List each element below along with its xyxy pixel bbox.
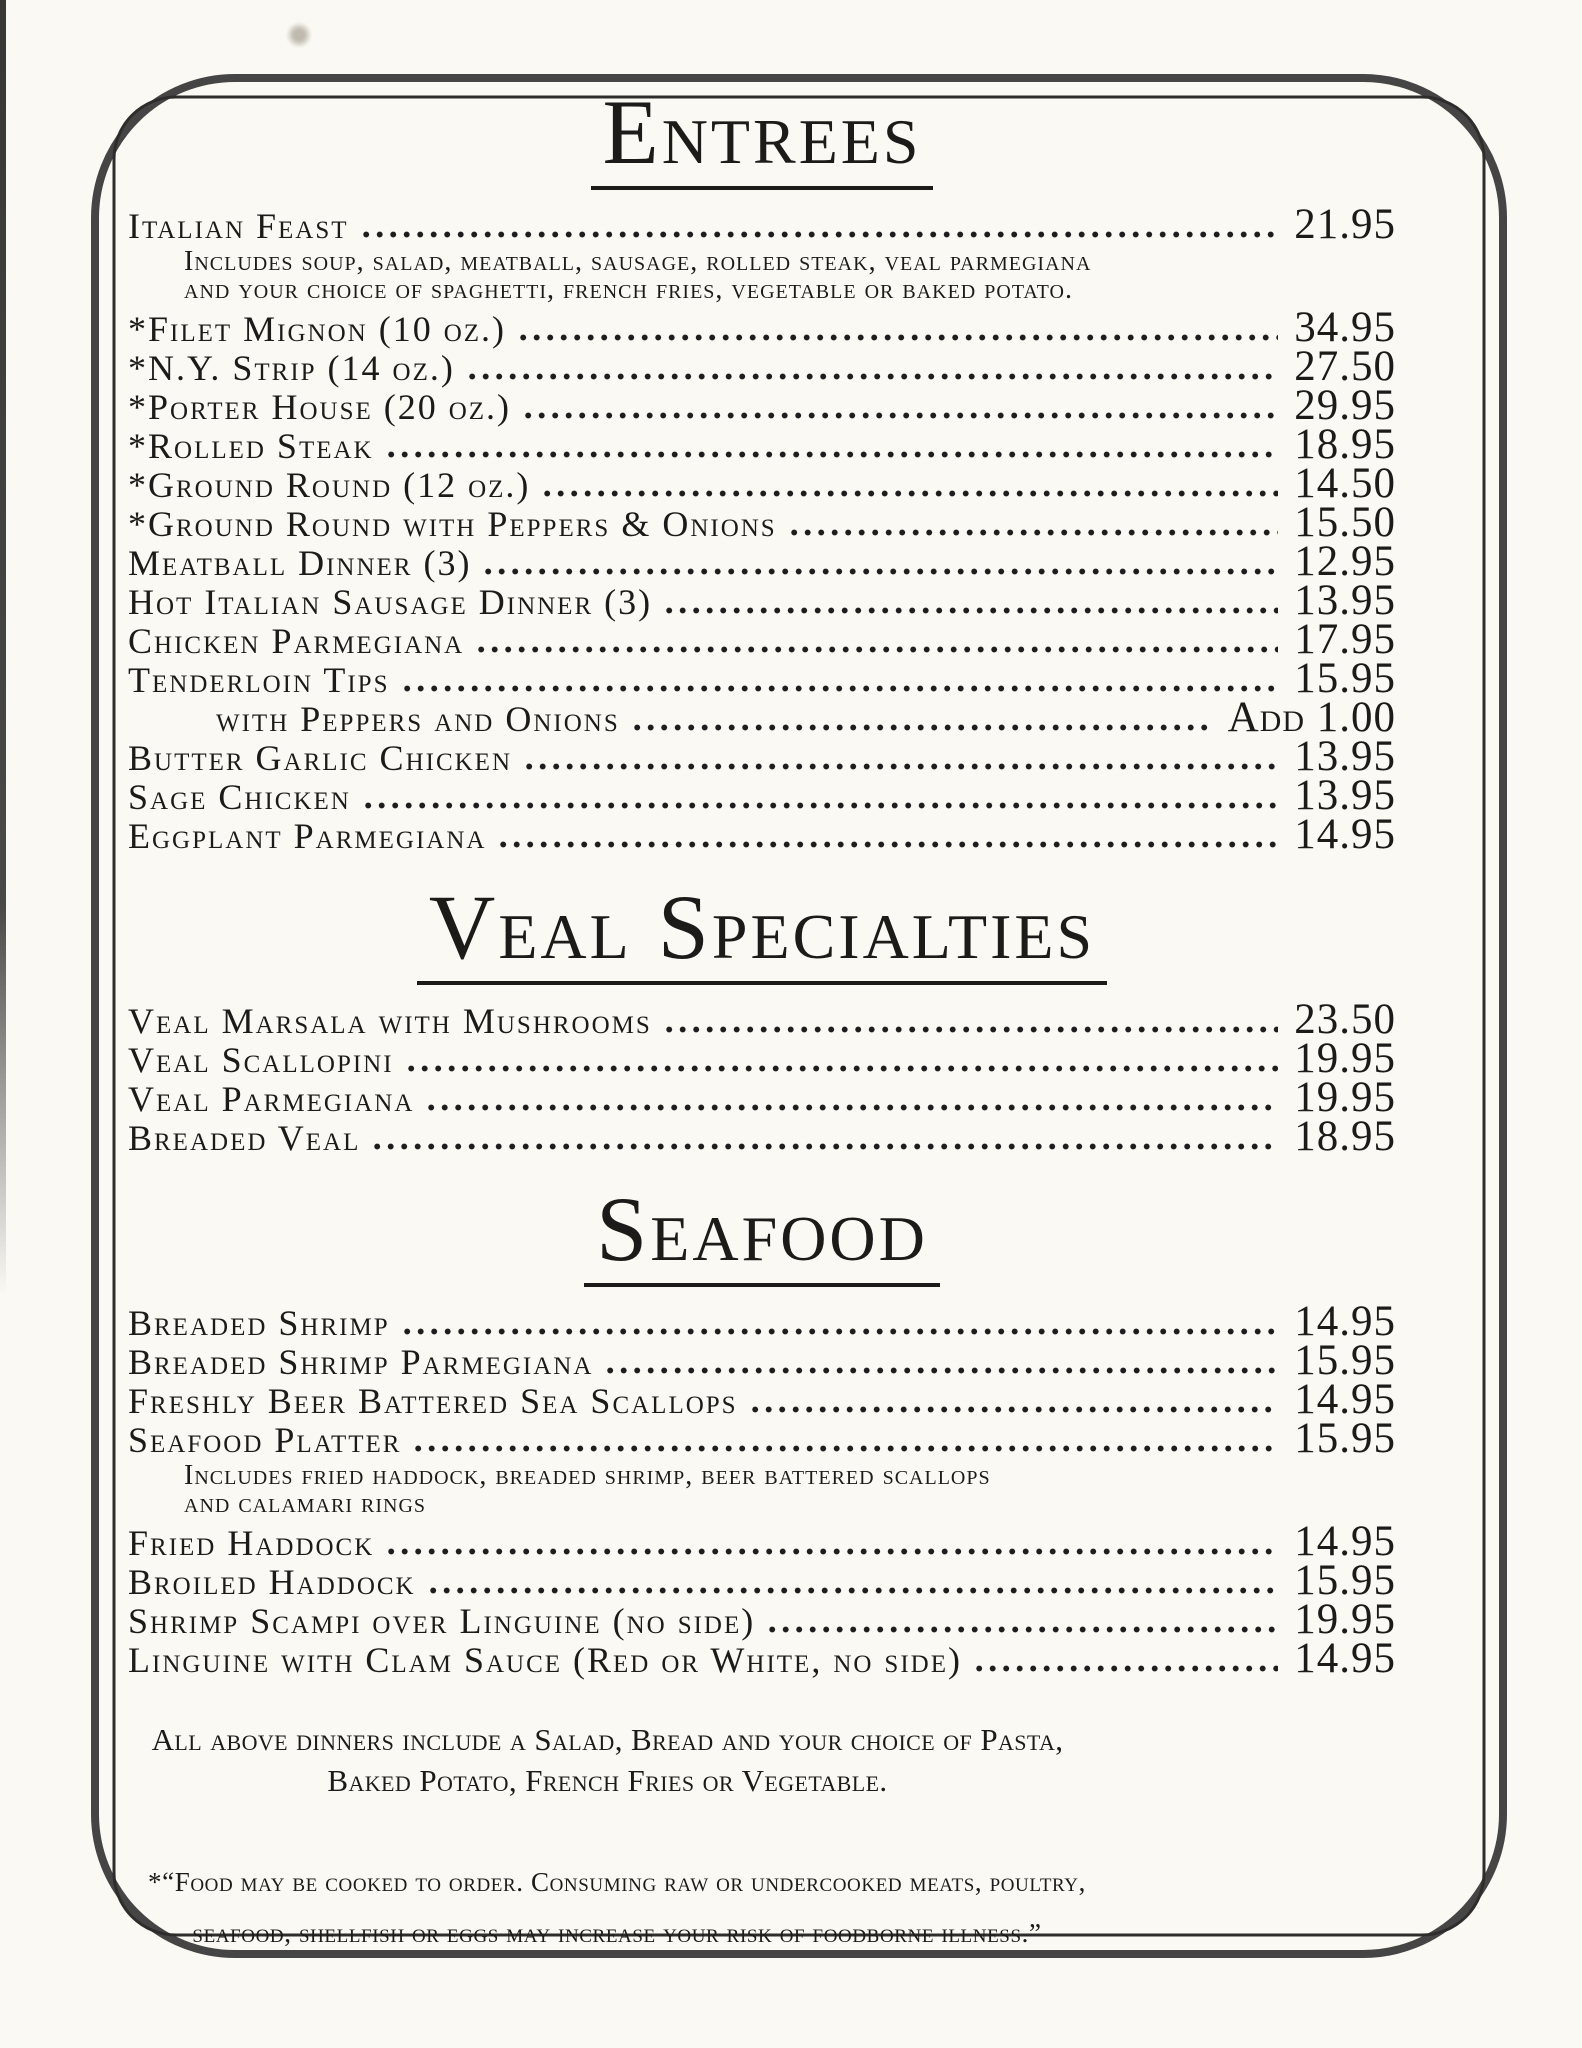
scan-edge-artifact (0, 0, 6, 1295)
section-title (128, 81, 1396, 190)
item-price: 14.95 (1294, 1635, 1396, 1682)
menu-item-row (128, 538, 1396, 585)
item-name: Linguine with Clam Sauce (Red or White, no side) (128, 1640, 962, 1680)
dot-leader (404, 684, 1279, 693)
dot-leader (544, 489, 1278, 498)
item-price: 19.95 (1294, 1596, 1396, 1643)
item-name: *N.Y. Strip (14 oz.) (128, 348, 455, 388)
menu-item-row (128, 304, 1396, 351)
menu-item-row (128, 460, 1396, 507)
dot-leader (428, 1103, 1278, 1112)
item-price: 15.95 (1294, 655, 1396, 702)
menu-section-seafood (128, 1178, 1396, 1682)
item-name: Breaded Veal (128, 1118, 361, 1158)
item-price: 19.95 (1294, 1035, 1396, 1082)
item-price: 15.95 (1294, 1557, 1396, 1604)
dot-leader (388, 1547, 1278, 1556)
item-price: 34.95 (1294, 304, 1396, 351)
dot-leader (388, 450, 1279, 459)
section-title-text: Seafood (584, 1183, 940, 1287)
dinners-include-note-line: All above dinners include a Salad, Bread and your choice of Pasta, (151, 1722, 1064, 1757)
dot-leader (769, 1625, 1278, 1634)
item-description-line: Includes fried haddock, breaded shrimp, beer battered scallops (184, 1460, 991, 1491)
section-title-text: Veal Specialties (417, 881, 1107, 985)
section-title (128, 1178, 1396, 1287)
menu-item-row (128, 616, 1396, 663)
item-description (184, 1462, 1396, 1518)
menu-item-row (128, 382, 1396, 429)
item-name: *Ground Round with Peppers & Onions (128, 504, 777, 544)
dot-leader (500, 840, 1278, 849)
item-name: Breaded Shrimp Parmegiana (128, 1342, 594, 1382)
item-price: 13.95 (1294, 577, 1396, 624)
menu-item-row (128, 1557, 1396, 1604)
menu-item-row (128, 499, 1396, 546)
dot-leader (525, 411, 1278, 420)
item-name: Shrimp Scampi over Linguine (no side) (128, 1601, 756, 1641)
raw-food-disclaimer (142, 1857, 1092, 1959)
section-title (128, 876, 1396, 985)
dot-leader (634, 723, 1212, 732)
item-price: 23.50 (1294, 996, 1396, 1043)
item-name: Chicken Parmegiana (128, 621, 465, 661)
item-name: Freshly Beer Battered Sea Scallops (128, 1381, 738, 1421)
dot-leader (469, 372, 1278, 381)
dot-leader (752, 1405, 1279, 1414)
item-name: Eggplant Parmegiana (128, 816, 487, 856)
dot-leader (363, 230, 1279, 239)
item-name: Veal Scallopini (128, 1040, 394, 1080)
menu-item-row (128, 1596, 1396, 1643)
item-name: Sage Chicken (128, 777, 351, 817)
item-name: *Porter House (20 oz.) (128, 387, 512, 427)
item-name: Fried Haddock (128, 1523, 375, 1563)
item-description-line: and your choice of spaghetti, french fries, vegetable or baked potato. (184, 274, 1073, 305)
menu-item-row (128, 577, 1396, 624)
dot-leader (374, 1142, 1278, 1151)
item-price: 13.95 (1294, 733, 1396, 780)
menu-item-row (128, 1298, 1396, 1345)
item-price: 17.95 (1294, 616, 1396, 663)
item-price: 13.95 (1294, 772, 1396, 819)
item-price: 21.95 (1294, 201, 1396, 248)
menu-item-row (128, 655, 1396, 702)
menu-item-row (128, 343, 1396, 390)
dot-leader (791, 528, 1279, 537)
menu-item-row (128, 1415, 1396, 1462)
item-name: Veal Marsala with Mushrooms (128, 1001, 652, 1041)
menu-item-row (128, 694, 1396, 741)
item-description (184, 248, 1396, 304)
item-price: 19.95 (1294, 1074, 1396, 1121)
raw-food-disclaimer-line: *“Food may be cooked to order. Consuming raw or undercooked meats, poultry, (148, 1867, 1086, 1897)
menu-content (128, 81, 1396, 1959)
dot-leader (976, 1664, 1278, 1673)
menu-item-row (128, 1074, 1396, 1121)
item-description-line: and calamari rings (184, 1488, 427, 1519)
item-name: *Ground Round (12 oz.) (128, 465, 531, 505)
dot-leader (607, 1366, 1278, 1375)
dot-leader (666, 1025, 1278, 1034)
dot-leader (485, 567, 1278, 576)
menu-item-row (128, 1337, 1396, 1384)
scan-smudge-artifact (286, 22, 312, 48)
menu-item-row (128, 1518, 1396, 1565)
dot-leader (365, 801, 1278, 810)
item-name: Tenderloin Tips (128, 660, 390, 700)
item-price: 27.50 (1294, 343, 1396, 390)
menu-item-row (128, 811, 1396, 858)
item-name: Italian Feast (128, 206, 349, 246)
dinners-include-note-line: Baked Potato, French Fries or Vegetable. (327, 1763, 888, 1798)
item-name: Butter Garlic Chicken (128, 738, 512, 778)
menu-section-entrees (128, 81, 1396, 858)
dot-leader (666, 606, 1278, 615)
item-name: Veal Parmegiana (128, 1079, 415, 1119)
dot-leader (430, 1586, 1279, 1595)
menu-item-row (128, 733, 1396, 780)
item-name: *Filet Mignon (10 oz.) (128, 309, 507, 349)
menu-item-row (128, 421, 1396, 468)
item-name: Breaded Shrimp (128, 1303, 390, 1343)
item-price: 15.50 (1294, 499, 1396, 546)
menu-item-row (128, 201, 1396, 248)
menu-item-row (128, 996, 1396, 1043)
dot-leader (478, 645, 1278, 654)
dinners-include-note (150, 1719, 1065, 1801)
item-name: Broiled Haddock (128, 1562, 416, 1602)
item-name: Hot Italian Sausage Dinner (3) (128, 582, 653, 622)
dot-leader (404, 1327, 1279, 1336)
menu-item-row (128, 772, 1396, 819)
item-price: 29.95 (1294, 382, 1396, 429)
raw-food-disclaimer-line: seafood, shellfish or eggs may increase your risk of foodborne illness.” (192, 1918, 1042, 1948)
item-price: 18.95 (1294, 1113, 1396, 1160)
item-name: Seafood Platter (128, 1420, 402, 1460)
item-name: with Peppers and Onions (216, 699, 620, 739)
menu-item-row (128, 1113, 1396, 1160)
menu-item-row (128, 1035, 1396, 1082)
item-price: 14.95 (1294, 811, 1396, 858)
item-price: 15.95 (1294, 1337, 1396, 1384)
dot-leader (415, 1444, 1278, 1453)
item-description-line: Includes soup, salad, meatball, sausage, rolled steak, veal parmegiana (184, 246, 1092, 277)
item-price: 14.50 (1294, 460, 1396, 507)
section-title-text: Entrees (591, 86, 934, 190)
menu-section-veal-specialties (128, 876, 1396, 1160)
dot-leader (408, 1064, 1279, 1073)
dot-leader (520, 333, 1278, 342)
item-price: Add 1.00 (1227, 694, 1396, 741)
item-name: Meatball Dinner (3) (128, 543, 472, 583)
item-name: *Rolled Steak (128, 426, 374, 466)
item-price: 14.95 (1294, 1298, 1396, 1345)
menu-item-row (128, 1376, 1396, 1423)
item-price: 15.95 (1294, 1415, 1396, 1462)
dot-leader (526, 762, 1278, 771)
item-price: 14.95 (1294, 1376, 1396, 1423)
item-price: 14.95 (1294, 1518, 1396, 1565)
item-price: 18.95 (1294, 421, 1396, 468)
menu-item-row (128, 1635, 1396, 1682)
item-price: 12.95 (1294, 538, 1396, 585)
